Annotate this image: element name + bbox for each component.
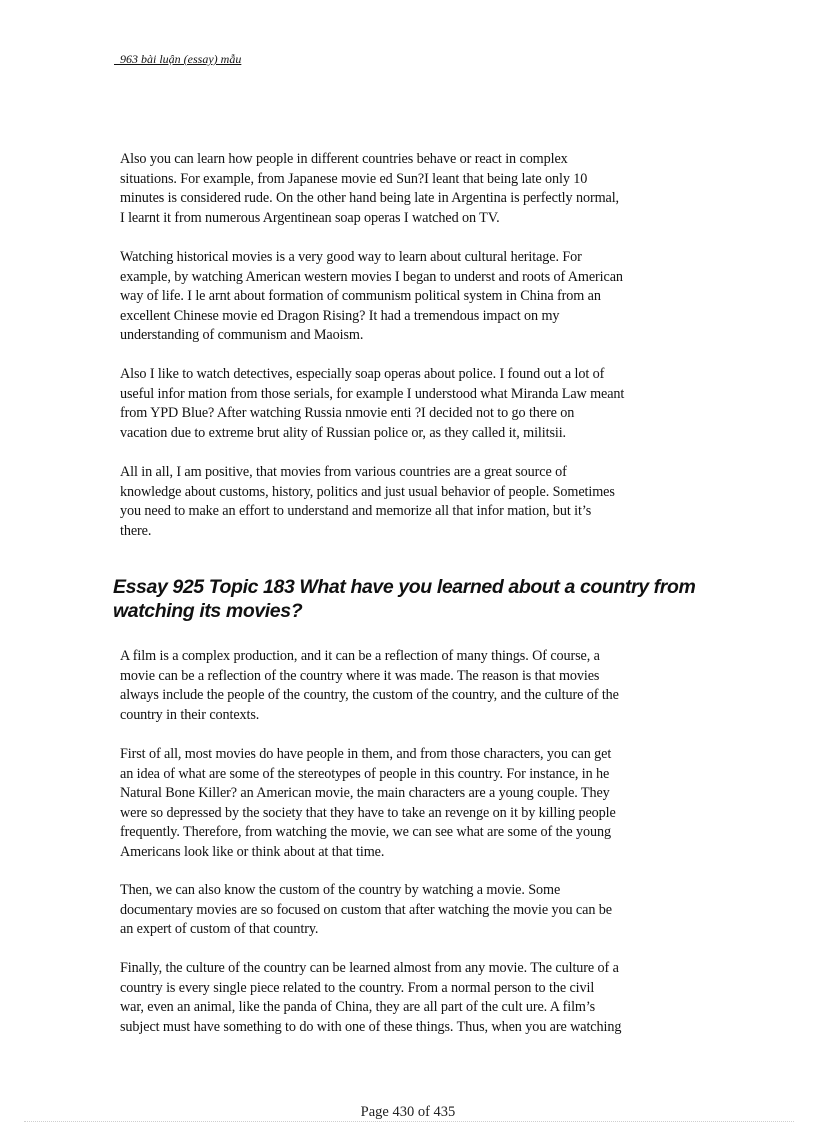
essay-paragraph-culture: Finally, the culture of the country can be learned almost from any movie. The culture of a country is every single piece related to the country. From a normal person to the civil war, even an animal, like the panda of China, they are all part of the cult ure. A film’s subject must have something to do with one of these things. Thus, when you are watching	[120, 960, 622, 1035]
essay-paragraph-intro: A film is a complex production, and it can be a reflection of many things. Of course, a movie can be a reflection of the country where it was made. The reason is that movies always include the people of the country, the custom of the country, and the culture of the country in their contexts.	[120, 648, 619, 723]
paragraph-detectives: Also I like to watch detectives, especially soap operas about police. I found out a lot of useful infor mation from those serials, for example I understood what Miranda Law meant from YPD Blue? After watching Russia nmovie enti ?I decided not to go there on vacation due to extreme brut ality of Russian police or, as they called it, militsii.	[120, 366, 625, 441]
paragraph-conclusion: All in all, I am positive, that movies from various countries are a great source of knowledge about customs, history, politics and just usual behavior of people. Sometimes you need to make an effort to understand and memorize all that infor mation, but it’s there.	[120, 464, 615, 539]
essay-paragraph-custom: Then, we can also know the custom of the country by watching a movie. Some documentary movies are so focused on custom that after watching the movie you can be an expert of custom of that country.	[120, 882, 612, 938]
page-number: Page 430 of 435	[360, 1104, 456, 1120]
footer-divider	[24, 1121, 794, 1122]
running-header: 963 bài luận (essay) mẫu	[114, 52, 242, 66]
paragraph-historical-movies: Watching historical movies is a very good way to learn about cultural heritage. For example, by watching American western movies I began to underst and roots of American way of life. I le arnt about formation of communism political system in China from an excellent Chinese movie ed Dragon Rising? It had a tremendous impact on my understanding of communism and Maoism.	[120, 249, 623, 344]
essay-heading: Essay 925 Topic 183 What have you learned about a country from watching its movies?	[113, 576, 696, 622]
paragraph-cultural-behavior: Also you can learn how people in different countries behave or react in complex situations. For example, from Japanese movie ed Sun?I leant that being late only 10 minutes is considered rude. On the other hand being late in Argentina is perfectly normal, I learnt it from numerous Argentinean soap operas I watched on TV.	[120, 151, 619, 226]
essay-paragraph-people: First of all, most movies do have people in them, and from those characters, you can get an idea of what are some of the stereotypes of people in this country. For instance, in he Natural Bone Killer? an American movie, the main characters are a young couple. They were so depressed by the society that they have to take an revenge on it by killing people frequently. Therefore, from watching the movie, we can see what are some of the young Americans look like or think about at that time.	[120, 746, 616, 860]
